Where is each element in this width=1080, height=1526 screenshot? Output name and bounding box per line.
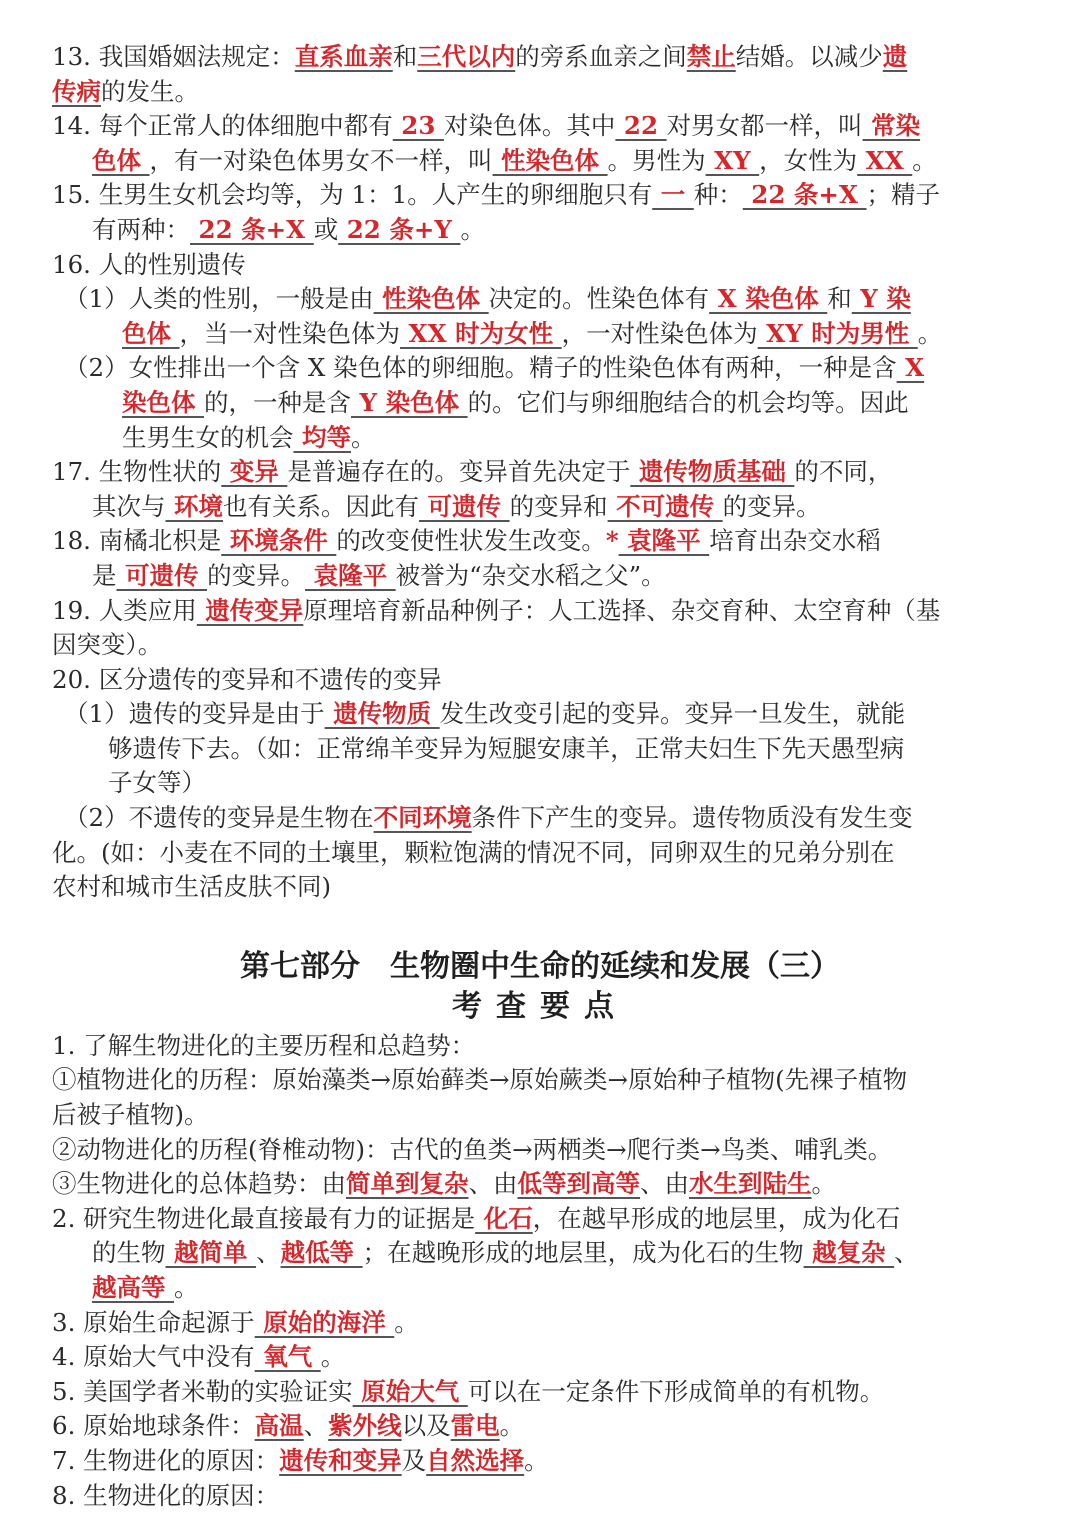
answer-blank: 雷电 bbox=[450, 1411, 500, 1441]
item-20-part-1-line-2: 够遗传下去。（如：正常绵羊变异为短腿安康羊，正常夫妇生下先天愚型病 bbox=[108, 733, 905, 763]
answer-blank: 22 条+X bbox=[742, 180, 867, 210]
answer-blank: 性染色体 bbox=[492, 145, 608, 175]
answer-blank: 遗传物质 bbox=[324, 699, 440, 729]
s7-item-6: 6. 原始地球条件：高温、紫外线以及雷电。 bbox=[52, 1411, 525, 1441]
item-17-line-1: 17. 生物性状的 变异 是普遍存在的。变异首先决定于 遗传物质基础 的不同， bbox=[52, 457, 893, 487]
answer-blank: 22 条+X bbox=[190, 214, 314, 244]
answer-blank: 22 条+Y bbox=[338, 214, 461, 244]
answer-blank: XY 时为男性 bbox=[757, 318, 918, 348]
answer-blank: 遗 bbox=[882, 42, 908, 71]
s7-item-1-b: ②动物进化的历程(脊椎动物)：古代的鱼类→两栖类→爬行类→鸟类、哺乳类。 bbox=[52, 1134, 893, 1164]
s7-item-1-a-line-2: 后被子植物)。 bbox=[52, 1100, 209, 1130]
item-17-line-2: 其次与 环境也有关系。因此有 可遗传 的变异和 不可遗传 的变异。 bbox=[92, 491, 821, 521]
answer-blank: 越复杂 bbox=[803, 1238, 895, 1268]
answer-blank: 均等 bbox=[293, 422, 352, 452]
answer-blank: 袁隆平 bbox=[305, 560, 396, 590]
answer-blank: 常染 bbox=[862, 111, 921, 141]
section-title: 第七部分 生物圈中生命的延续和发展（三） bbox=[240, 948, 840, 984]
s7-item-2-line-3: 越高等 。 bbox=[92, 1273, 199, 1302]
answer-blank: 一 bbox=[652, 180, 694, 210]
item-16-heading: 16. 人的性别遗传 bbox=[52, 249, 246, 279]
s7-item-3: 3. 原始生命起源于 原始的海洋 。 bbox=[52, 1307, 419, 1337]
answer-blank: 禁止 bbox=[686, 42, 736, 71]
item-16-part-2-line-1: （2）女性排出一个含 X 染色体的卵细胞。精子的性染色体有两种，一种是含 X bbox=[64, 353, 925, 383]
item-20-part-1-line-1: （1）遗传的变异是由于 遗传物质 发生改变引起的变异。变异一旦发生，就能 bbox=[64, 699, 906, 729]
s7-item-1-heading: 1. 了解生物进化的主要历程和总趋势： bbox=[52, 1030, 476, 1060]
answer-blank: 可遗传 bbox=[116, 560, 208, 590]
s7-item-2-line-2: 的生物 越简单 、越低等 ；在越晚形成的地层里，成为化石的生物 越复杂 、 bbox=[92, 1238, 919, 1268]
answer-blank: 高温 bbox=[254, 1411, 304, 1441]
item-16-part-2-line-3: 生男生女的机会 均等。 bbox=[122, 422, 376, 452]
s7-item-7: 7. 生物进化的原因：遗传和变异及自然选择。 bbox=[52, 1445, 549, 1475]
item-20-part-2-line-2: 化。(如：小麦在不同的土壤里，颗粒饱满的情况不同，同卵双生的兄弟分别在 bbox=[52, 837, 895, 867]
item-13-line-2: 传病的发生。 bbox=[52, 76, 199, 106]
answer-blank: XX 时为女性 bbox=[400, 318, 562, 348]
answer-blank: 色体 bbox=[92, 145, 150, 175]
item-20-heading: 20. 区分遗传的变异和不遗传的变异 bbox=[52, 664, 442, 694]
item-19-line-1: 19. 人类应用 遗传变异原理培育新品种例子：人工选择、杂交育种、太空育种（基 bbox=[52, 595, 941, 625]
item-20-part-2-line-1: （2）不遗传的变异是生物在不同环境条件下产生的变异。遗传物质没有发生变 bbox=[64, 803, 913, 833]
item-15-line-2: 有两种： 22 条+X 或 22 条+Y 。 bbox=[92, 214, 485, 244]
answer-blank: 23 bbox=[392, 111, 444, 141]
answer-blank: 变异 bbox=[221, 457, 288, 487]
star-mark: * bbox=[605, 526, 619, 556]
answer-blank: 遗传变异 bbox=[196, 595, 304, 625]
item-19-line-2: 因突变）。 bbox=[52, 630, 163, 660]
item-16-part-1-line-2: 色体 ，当一对性染色体为 XX 时为女性 ，一对性染色体为 XY 时为男性 。 bbox=[122, 318, 943, 348]
item-14-line-1: 14. 每个正常人的体细胞中都有 23 对染色体。其中 22 对男女都一样，叫 常染 bbox=[52, 111, 921, 141]
answer-blank: 原始大气 bbox=[352, 1376, 468, 1406]
answer-blank: 可遗传 bbox=[419, 491, 510, 521]
s7-item-1-a-line-1: ①植物进化的历程：原始藻类→原始藓类→原始蕨类→原始种子植物(先裸子植物 bbox=[52, 1065, 908, 1095]
answer-blank: X bbox=[896, 353, 925, 383]
answer-blank: 水生到陆生 bbox=[689, 1169, 812, 1199]
answer-blank: Y 染色体 bbox=[351, 387, 468, 417]
answer-blank: XY bbox=[705, 145, 760, 175]
answer-blank: 氧气 bbox=[254, 1342, 321, 1372]
section-subtitle: 考查要点 bbox=[452, 988, 628, 1024]
item-20-part-1-line-3: 子女等） bbox=[108, 768, 206, 798]
answer-blank: 直系血亲 bbox=[294, 42, 393, 71]
s7-item-2-line-1: 2. 研究生物进化最直接最有力的证据是 化石，在越早形成的地层里，成为化石 bbox=[52, 1203, 901, 1233]
answer-blank: 22 bbox=[615, 111, 667, 141]
answer-blank: X 染色体 bbox=[709, 284, 828, 314]
answer-blank: 遗传和变异 bbox=[279, 1445, 402, 1475]
item-18-line-1: 18. 南橘北枳是 环境条件 的改变使性状发生改变。* 袁隆平 培育出杂交水稻 bbox=[52, 526, 881, 556]
answer-blank: 低等到高等 bbox=[517, 1169, 640, 1199]
answer-blank: 原始的海洋 bbox=[254, 1307, 395, 1337]
item-15-line-1: 15. 生男生女机会均等，为 1：1。人产生的卵细胞只有 一 种： 22 条+X ；精子 bbox=[52, 180, 941, 210]
answer-blank: 遗传物质基础 bbox=[630, 457, 795, 487]
answer-blank: 越高等 bbox=[92, 1273, 175, 1302]
s7-item-4: 4. 原始大气中没有 氧气 。 bbox=[52, 1342, 346, 1372]
answer-blank: 色体 bbox=[122, 318, 180, 348]
item-20-part-2-line-3: 农村和城市生活皮肤不同) bbox=[52, 872, 332, 902]
s7-item-5: 5. 美国学者米勒的实验证实 原始大气 可以在一定条件下形成简单的有机物。 bbox=[52, 1376, 885, 1406]
answer-blank: 越简单 bbox=[165, 1238, 257, 1268]
answer-blank: 三代以内 bbox=[417, 42, 516, 71]
item-13-line-1: 13. 我国婚姻法规定：直系血亲和三代以内的旁系血亲之间禁止结婚。以减少遗 bbox=[52, 42, 908, 71]
answer-blank: 染色体 bbox=[122, 387, 205, 417]
item-16-part-1-line-1: （1）人类的性别，一般是由 性染色体 决定的。性染色体有 X 染色体 和 Y 染 bbox=[64, 284, 911, 314]
answer-blank: 环境条件 bbox=[221, 526, 337, 556]
s7-item-8: 8. 生物进化的原因： bbox=[52, 1480, 280, 1510]
s7-item-1-c: ③生物进化的总体趋势：由简单到复杂、由低等到高等、由水生到陆生。 bbox=[52, 1169, 836, 1199]
answer-blank: 越低等 bbox=[280, 1238, 363, 1268]
item-14-line-2: 色体 ，有一对染色体男女不一样，叫 性染色体 。男性为 XY ，女性为 XX 。 bbox=[92, 145, 937, 175]
answer-blank: 化石 bbox=[475, 1203, 533, 1233]
item-18-line-2: 是 可遗传 的变异。 袁隆平 被誉为“杂交水稻之父”。 bbox=[92, 560, 666, 590]
answer-blank: 自然选择 bbox=[426, 1445, 525, 1475]
answer-blank: 传病 bbox=[52, 76, 101, 106]
answer-blank: 紫外线 bbox=[328, 1411, 402, 1441]
item-16-part-2-line-2: 染色体 的，一种是含 Y 染色体 的。它们与卵细胞结合的机会均等。因此 bbox=[122, 387, 909, 417]
answer-blank: 不同环境 bbox=[373, 803, 472, 833]
answer-blank: 简单到复杂 bbox=[346, 1169, 469, 1199]
answer-blank: 性染色体 bbox=[373, 284, 489, 314]
answer-blank: 环境 bbox=[165, 491, 224, 521]
answer-blank: Y 染 bbox=[851, 284, 911, 314]
answer-blank: 袁隆平 bbox=[618, 526, 710, 556]
answer-blank: XX bbox=[857, 145, 913, 175]
answer-blank: 不可遗传 bbox=[607, 491, 723, 521]
